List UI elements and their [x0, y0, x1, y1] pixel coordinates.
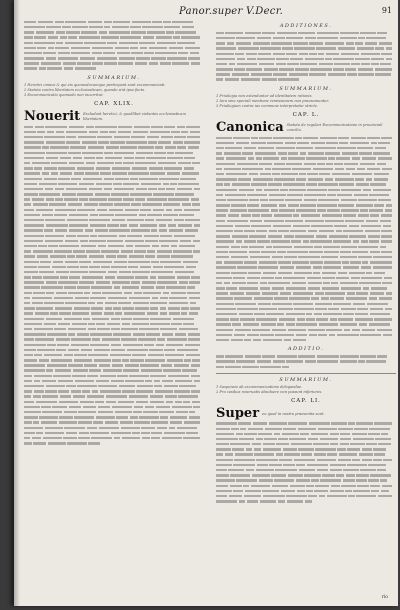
text-line	[216, 354, 396, 359]
initial-rest: eo quod in nostra praesentia sunt.	[262, 411, 325, 416]
right-body-text	[216, 136, 396, 344]
text-line	[24, 36, 204, 41]
text-line	[24, 421, 204, 426]
text-line	[24, 441, 204, 446]
text-line	[216, 292, 396, 297]
text-line	[216, 499, 396, 504]
summary-item: 2 Iura sine speciali mentione remissionem non praesumuntur.	[216, 98, 329, 103]
text-line	[24, 198, 204, 203]
text-line	[24, 389, 204, 394]
right-body2-text	[216, 422, 396, 505]
left-initial-line	[24, 110, 204, 125]
text-line	[24, 249, 204, 254]
right-column	[216, 20, 396, 505]
text-line	[24, 56, 204, 61]
left-column	[24, 20, 204, 447]
text-line	[24, 358, 204, 363]
summary-item: 2 Statuta contra libertatem ecclesiasticam, quando sint ipso facto.	[24, 87, 146, 92]
summary-item: 1 Suspensio ab excommunicatione delegandae.	[216, 384, 303, 389]
initial-word: Canonica	[216, 120, 284, 136]
right-summary-list	[216, 94, 396, 109]
text-line	[24, 255, 204, 260]
initial-rest: Excludunt heretici, & quodlibet violantes ecclesiasticam libertatem.	[83, 112, 186, 122]
text-line	[216, 422, 396, 427]
text-line	[24, 62, 204, 67]
text-line	[216, 260, 396, 265]
text-line	[216, 447, 396, 452]
text-line	[216, 47, 396, 52]
initial-word: Super	[216, 406, 260, 422]
text-line	[216, 203, 396, 208]
right-summarium-heading: SUMMARIUM.	[279, 85, 333, 92]
text-line	[216, 41, 396, 46]
right-initial2-line	[216, 407, 396, 422]
page-gutter-shadow	[14, 0, 20, 606]
left-intro-text	[24, 20, 204, 72]
text-line	[216, 473, 396, 478]
right-additiones-heading: ADDITIONES.	[279, 23, 333, 29]
text-line	[24, 166, 204, 171]
text-line	[216, 338, 396, 343]
right-chapter2-title: CAP. LI.	[291, 397, 321, 404]
text-line	[216, 151, 396, 156]
book-page	[14, 0, 398, 606]
text-line	[24, 364, 204, 369]
text-line	[216, 177, 396, 182]
text-line	[24, 30, 204, 35]
text-line	[24, 415, 204, 420]
left-body-text	[24, 125, 204, 447]
text-line	[24, 338, 204, 343]
initial-rest: Statuta de regulari Excommunicatione in prouinciali concilio.	[286, 123, 383, 133]
text-line	[216, 286, 396, 291]
text-line	[216, 317, 396, 322]
text-line	[24, 306, 204, 311]
text-line	[24, 140, 204, 145]
left-summary-list	[24, 83, 204, 98]
summary-item: 1 Heretici omnes & qui eis quomodocumque participant sunt excommunicati.	[24, 82, 166, 87]
right-chapter-title: CAP. L.	[292, 111, 320, 118]
running-head: Panor.super V.Decr.	[179, 6, 284, 17]
right-additio-heading: ADDITIO.	[287, 346, 325, 353]
folio-number: 91	[381, 6, 392, 15]
left-summarium-heading: SUMMARIUM.	[87, 74, 141, 81]
initial-word: Nouerit	[24, 109, 81, 125]
text-line	[216, 360, 396, 365]
text-line	[216, 73, 396, 78]
section-rule	[216, 373, 396, 374]
right-additio-text	[216, 354, 396, 370]
right-initial-line	[216, 121, 396, 136]
text-line	[24, 275, 204, 280]
text-line	[24, 281, 204, 286]
summary-item: 1 Priuilegia non extenduntur ad identitatem rationis.	[216, 93, 313, 98]
text-line	[216, 365, 396, 370]
page-content	[24, 0, 392, 606]
summary-item: 2 Pro casibus reseruatis absoluere non possunt inferiores.	[216, 389, 323, 394]
summary-item: 3 Excommunicatio quomodo non incurritur.	[24, 92, 104, 97]
text-line	[216, 78, 396, 83]
summary-item: 3 Priuilegium contra ius commune interpretatur stricte.	[216, 103, 319, 108]
right-summary2-list	[216, 385, 396, 395]
text-line	[24, 172, 204, 177]
text-line	[216, 67, 396, 72]
right-summarium2-heading: SUMMARIUM.	[279, 376, 333, 383]
text-line	[216, 234, 396, 239]
right-additiones-text	[216, 31, 396, 83]
text-line	[24, 192, 204, 197]
text-line	[24, 223, 204, 228]
text-line	[216, 266, 396, 271]
text-line	[24, 332, 204, 337]
catchword: rio	[381, 595, 388, 600]
left-chapter-title: CAP. XLIX.	[94, 100, 134, 107]
text-line	[24, 67, 204, 72]
text-line	[216, 209, 396, 214]
text-line	[216, 183, 396, 188]
